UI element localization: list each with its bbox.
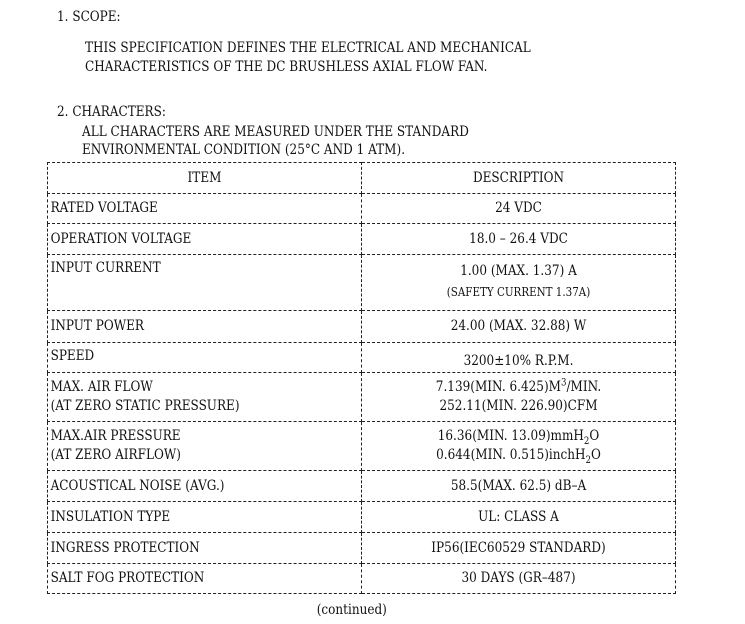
item-cell-operation-voltage: OPERATION VOLTAGE: [48, 224, 362, 255]
table-row: [48, 224, 676, 255]
desc-cell-ingress-protection: IP56(IEC60529 STANDARD): [362, 533, 676, 564]
desc-cell-speed: 3200±10% R.P.M.: [362, 343, 676, 373]
scope-line-1: THIS SPECIFICATION DEFINES THE ELECTRICAL AND MECHANICAL: [85, 40, 531, 56]
item-cell-air-pressure: MAX.AIR PRESSURE (AT ZERO AIRFLOW): [48, 422, 362, 471]
desc-cell-salt-fog: 30 DAYS (GR–487): [362, 564, 676, 594]
desc-cell-input-power: 24.00 (MAX. 32.88) W: [362, 311, 676, 343]
desc-cell-acoustical-noise: 58.5(MAX. 62.5) dB–A: [362, 471, 676, 502]
table-row: [48, 311, 676, 343]
item-cell-insulation-type: INSULATION TYPE: [48, 502, 362, 533]
scope-heading: 1. SCOPE:: [57, 9, 121, 25]
characters-line-2: ENVIRONMENTAL CONDITION (25°C AND 1 ATM).: [82, 142, 406, 158]
item-cell-input-power: INPUT POWER: [48, 311, 362, 343]
desc-cell-insulation-type: UL: CLASS A: [362, 502, 676, 533]
desc-cell-rated-voltage: 24 VDC: [362, 194, 676, 224]
item-cell-ingress-protection: INGRESS PROTECTION: [48, 533, 362, 564]
characters-heading: 2. CHARACTERS:: [57, 104, 166, 120]
table-header-row: [48, 163, 676, 194]
table-row: [48, 194, 676, 224]
spec-table: [47, 162, 676, 594]
table-row: [48, 343, 676, 373]
continued-note: (continued): [316, 602, 387, 618]
item-cell-acoustical-noise: ACOUSTICAL NOISE (AVG.): [48, 471, 362, 502]
table-row: [48, 422, 676, 471]
item-cell-rated-voltage: RATED VOLTAGE: [48, 194, 362, 224]
header-item-cell: ITEM: [48, 163, 362, 194]
desc-cell-operation-voltage: 18.0 – 26.4 VDC: [362, 224, 676, 255]
desc-cell-air-pressure: 16.36(MIN. 13.09)mmH$_2$O 0.644(MIN. 0.515)inchH$_2$O: [362, 422, 676, 471]
table-row: [48, 255, 676, 311]
table-row: [48, 564, 676, 594]
table-row: [48, 471, 676, 502]
table-row: [48, 373, 676, 422]
desc-cell-input-current: 1.00 (MAX. 1.37) A (SAFETY CURRENT 1.37A): [362, 255, 676, 311]
desc-cell-air-flow: 7.139(MIN. $6.425)M^3$/MIN. 252.11(MIN. 226.90)CFM: [362, 373, 676, 422]
item-cell-input-current: INPUT CURRENT: [48, 255, 362, 311]
item-cell-speed: SPEED: [48, 343, 362, 373]
item-cell-air-flow: MAX. AIR FLOW (AT ZERO STATIC PRESSURE): [48, 373, 362, 422]
item-cell-salt-fog: SALT FOG PROTECTION: [48, 564, 362, 594]
scope-line-2: CHARACTERISTICS OF THE DC BRUSHLESS AXIAL FLOW FAN.: [85, 59, 488, 75]
table-row: [48, 502, 676, 533]
characters-line-1: ALL CHARACTERS ARE MEASURED UNDER THE STANDARD: [82, 124, 469, 140]
header-description-cell: DESCRIPTION: [362, 163, 676, 194]
table-row: [48, 533, 676, 564]
